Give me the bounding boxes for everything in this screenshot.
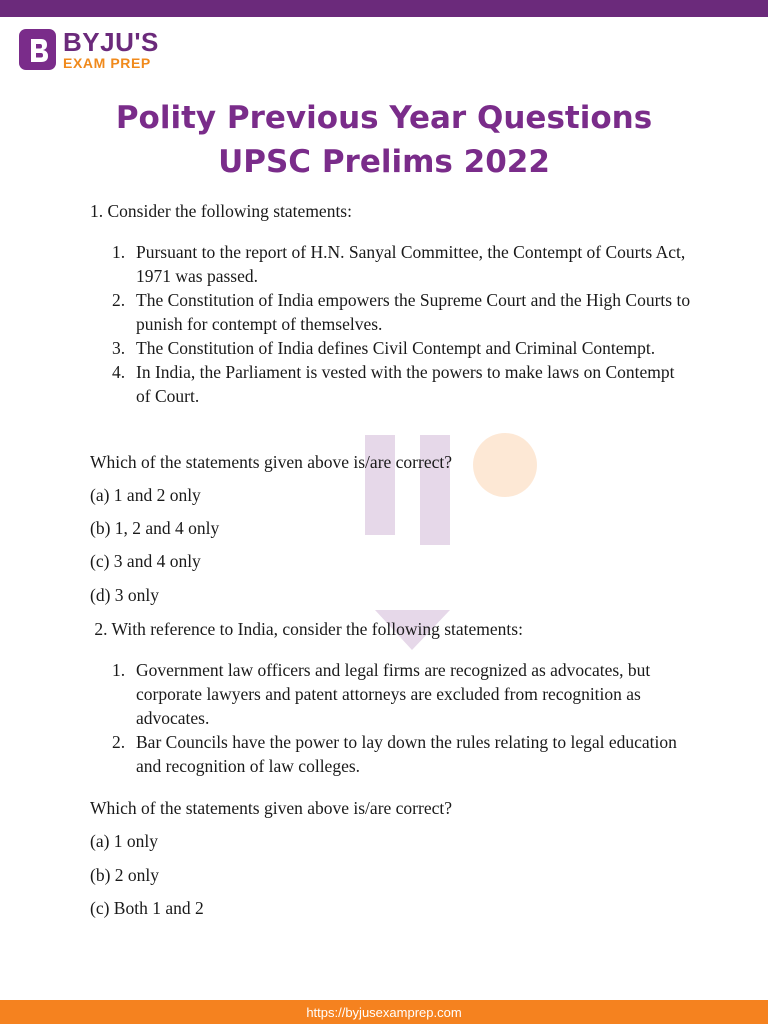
q1-statements <box>112 240 692 408</box>
page-title <box>0 96 768 184</box>
list-item-number: 2. <box>112 290 126 310</box>
list-item <box>112 730 692 778</box>
list-item-text: The Constitution of India defines Civil Contempt and Criminal Contempt. <box>136 338 656 358</box>
q1-prompt: Which of the statements given above is/are correct? <box>90 452 452 472</box>
list-item <box>112 360 692 408</box>
title-line-1: Polity Previous Year Questions <box>115 100 653 136</box>
brand-logo <box>19 29 159 70</box>
list-item-number: 4. <box>112 362 126 382</box>
footer-bar <box>0 1000 768 1024</box>
list-item-text: Bar Councils have the power to lay down the rules relating to legal education and recognition of law colleges. <box>136 732 677 776</box>
q2-statements <box>112 658 692 778</box>
q2-option-b: (b) 2 only <box>90 865 160 885</box>
top-bar <box>0 0 768 17</box>
q2-option-a: (a) 1 only <box>90 831 159 851</box>
byjus-logo-icon <box>19 29 56 70</box>
q2-intro: 2. With reference to India, consider the following statements: <box>90 619 523 639</box>
brand-name: BYJU'S <box>63 27 159 57</box>
list-item-number: 1. <box>112 660 126 680</box>
list-item-text: The Constitution of India empowers the Supreme Court and the High Courts to punish for contempt of themselves. <box>136 290 691 334</box>
list-item-text: Government law officers and legal firms are recognized as advocates, but corporate lawyers and patent attorneys are excluded from recognition as advocates. <box>136 660 651 728</box>
q1-option-b: (b) 1, 2 and 4 only <box>90 518 220 538</box>
brand-sub: EXAM PREP <box>63 55 151 71</box>
title-line-2: UPSC Prelims 2022 <box>218 144 550 180</box>
q1-option-c: (c) 3 and 4 only <box>90 551 201 571</box>
list-item <box>112 240 692 288</box>
list-item-text: In India, the Parliament is vested with the powers to make laws on Contempt of Court. <box>136 362 675 406</box>
q1-option-d: (d) 3 only <box>90 585 160 605</box>
q1-option-a: (a) 1 and 2 only <box>90 485 201 505</box>
list-item <box>112 658 692 730</box>
list-item-number: 2. <box>112 732 126 752</box>
q1-intro: 1. Consider the following statements: <box>90 201 352 221</box>
q2-option-c: (c) Both 1 and 2 <box>90 898 204 918</box>
q2-prompt: Which of the statements given above is/are correct? <box>90 798 452 818</box>
list-item-number: 1. <box>112 242 126 262</box>
list-item <box>112 336 692 360</box>
list-item <box>112 288 692 336</box>
list-item-number: 3. <box>112 338 126 358</box>
footer-url-link[interactable]: https://byjusexamprep.com <box>306 1004 462 1020</box>
list-item-text: Pursuant to the report of H.N. Sanyal Committee, the Contempt of Courts Act, 1971 was passed. <box>136 242 686 286</box>
